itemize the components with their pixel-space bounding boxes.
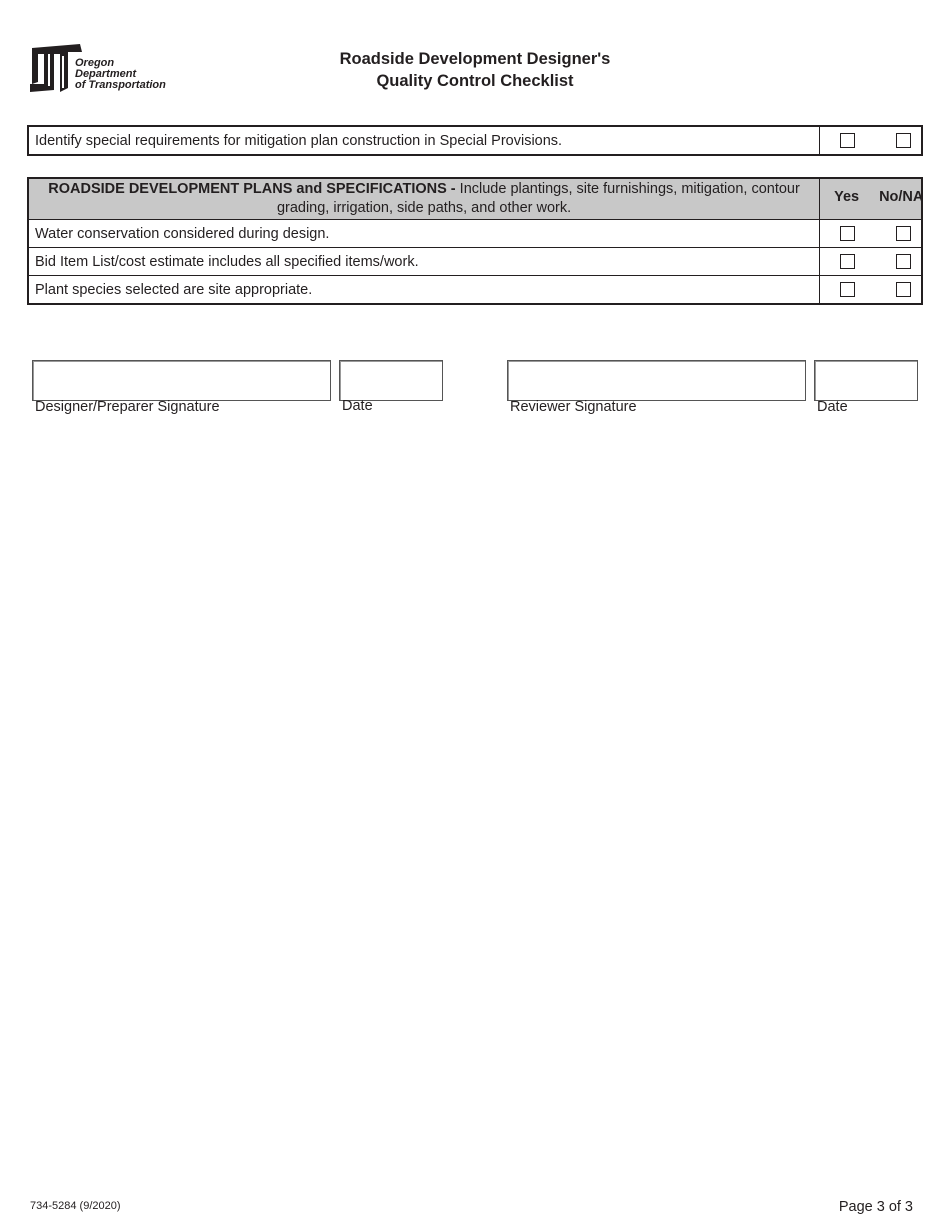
no-na-checkbox[interactable]: [896, 226, 911, 241]
section-heading: [28, 178, 820, 220]
no-na-checkbox[interactable]: [896, 133, 911, 148]
no-na-checkbox[interactable]: [896, 282, 911, 297]
table-row: [28, 126, 922, 155]
column-no-na-label: No/NA: [879, 189, 924, 205]
title-line-1: Roadside Development Designer's: [339, 50, 611, 68]
yes-checkbox[interactable]: [840, 226, 855, 241]
yes-checkbox[interactable]: [840, 254, 855, 269]
logo-wordmark: [75, 58, 166, 91]
yes-checkbox[interactable]: [840, 282, 855, 297]
logo-line-3: of Transportation: [75, 79, 166, 91]
designer-signature-field[interactable]: [32, 360, 331, 401]
column-yes-label: Yes: [834, 189, 860, 205]
row-text: Identify special requirements for mitigation plan construction in Special Provisions.: [28, 126, 820, 155]
logo-line-2: Department: [75, 68, 137, 80]
row-checkboxes: [820, 248, 922, 276]
row-checkboxes: [820, 126, 922, 155]
yes-checkbox[interactable]: [840, 133, 855, 148]
designer-signature-label: Designer/Preparer Signature: [35, 399, 220, 415]
table-row: [28, 248, 922, 276]
section-heading-description: Include plantings, site furnishings, mitigation, contour grading, irrigation, side paths, and other work.: [276, 181, 800, 216]
column-headers: [820, 178, 922, 220]
page-number: Page 3 of 3: [838, 1199, 913, 1215]
odot-logo: [28, 42, 198, 96]
page-title: [275, 48, 675, 92]
reviewer-date-label: Date: [817, 399, 848, 415]
designer-date-field[interactable]: [339, 360, 443, 401]
form-number: 734-5284 (9/2020): [30, 1200, 121, 1212]
section-heading-bold: ROADSIDE DEVELOPMENT PLANS and SPECIFICATIONS -: [48, 181, 460, 197]
table-row: [28, 220, 922, 248]
row-checkboxes: [820, 276, 922, 305]
reviewer-date-field[interactable]: [814, 360, 918, 401]
title-line-2: Quality Control Checklist: [376, 72, 574, 90]
section-header-row: [28, 178, 922, 220]
no-na-checkbox[interactable]: [896, 254, 911, 269]
row-text: Water conservation considered during design.: [28, 220, 820, 248]
row-checkboxes: [820, 220, 922, 248]
reviewer-signature-field[interactable]: [507, 360, 806, 401]
checklist-table-1: [27, 125, 923, 156]
table-row: [28, 276, 922, 305]
checklist-table-2: [27, 177, 923, 305]
designer-date-label: Date: [342, 398, 373, 414]
row-text: Bid Item List/cost estimate includes all specified items/work.: [28, 248, 820, 276]
row-text: Plant species selected are site appropriate.: [28, 276, 820, 305]
reviewer-signature-label: Reviewer Signature: [510, 399, 637, 415]
logo-line-1: Oregon: [75, 57, 115, 69]
